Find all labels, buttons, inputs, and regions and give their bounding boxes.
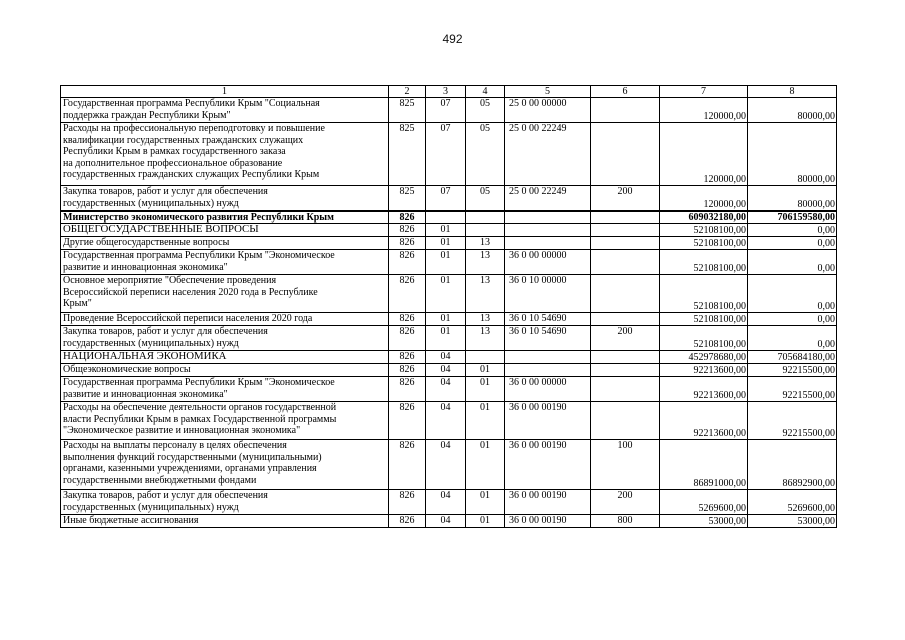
table-cell-1: Министерство экономического развития Республики Крым [61,211,389,224]
table-cell-5 [505,364,591,377]
table-cell-8: 80000,00 [748,98,837,123]
table-cell-2: 826 [389,275,426,313]
table-cell-1: Расходы на обеспечение деятельности органов государственной власти Республики Крым в рамках Государственной программы "Экономическое развитие и инновационная экономика" [61,402,389,440]
table-cell-2: 825 [389,186,426,211]
table-cell-6: 200 [591,186,660,211]
table-cell-8: 706159580,00 [748,211,837,224]
table-cell-7: 52108100,00 [660,313,748,326]
table-cell-8: 0,00 [748,326,837,351]
table-cell-1: Закупка товаров, работ и услуг для обеспечения государственных (муниципальных) нужд [61,490,389,515]
header-cell: 5 [505,86,591,98]
table-cell-5: 36 0 10 54690 [505,326,591,351]
table-cell-5: 36 0 00 00190 [505,402,591,440]
table-cell-1: Общеэкономические вопросы [61,364,389,377]
table-cell-4: 01 [466,490,505,515]
page-number: 492 [442,32,463,46]
table-cell-7: 86891000,00 [660,440,748,490]
table-cell-2: 826 [389,224,426,237]
table-cell-1: Закупка товаров, работ и услуг для обеспечения государственных (муниципальных) нужд [61,186,389,211]
table-row [61,377,837,402]
table-row [61,237,837,250]
header-cell: 2 [389,86,426,98]
table-row [61,211,837,224]
table-cell-1: НАЦИОНАЛЬНАЯ ЭКОНОМИКА [61,351,389,364]
table-cell-3: 07 [426,98,466,123]
table-cell-6 [591,237,660,250]
table-cell-4: 01 [466,515,505,528]
table-cell-6 [591,351,660,364]
table-cell-6: 200 [591,490,660,515]
table-cell-3: 04 [426,364,466,377]
table-cell-7: 52108100,00 [660,224,748,237]
table-cell-4: 05 [466,123,505,186]
table-cell-4: 05 [466,186,505,211]
table-cell-3: 07 [426,186,466,211]
table-cell-1: Основное мероприятие "Обеспечение проведения Всероссийской переписи населения 2020 года в Республике Крым" [61,275,389,313]
table-cell-7: 609032180,00 [660,211,748,224]
table-cell-5: 25 0 00 22249 [505,186,591,211]
table-cell-6 [591,275,660,313]
table-cell-3: 01 [426,237,466,250]
table-cell-5 [505,211,591,224]
table-cell-1: Проведение Всероссийской переписи населения 2020 года [61,313,389,326]
table-cell-8: 0,00 [748,275,837,313]
table-cell-2: 826 [389,440,426,490]
table-cell-4: 01 [466,402,505,440]
table-cell-2: 826 [389,250,426,275]
table-cell-7: 52108100,00 [660,237,748,250]
table-cell-7: 120000,00 [660,123,748,186]
table-cell-2: 826 [389,313,426,326]
table-cell-3: 01 [426,250,466,275]
table-cell-3: 04 [426,490,466,515]
table-row [61,490,837,515]
table-cell-8: 5269600,00 [748,490,837,515]
table-cell-3: 04 [426,440,466,490]
table-cell-2: 826 [389,326,426,351]
table-cell-1: Государственная программа Республики Крым "Социальная поддержка граждан Республики Крым" [61,98,389,123]
table-cell-4: 13 [466,275,505,313]
table-cell-3: 01 [426,326,466,351]
table-cell-5: 36 0 00 00190 [505,440,591,490]
table-cell-4: 01 [466,377,505,402]
table-cell-3: 04 [426,402,466,440]
budget-table-body [61,86,837,528]
table-cell-5: 36 0 10 00000 [505,275,591,313]
table-cell-8: 53000,00 [748,515,837,528]
table-cell-6 [591,224,660,237]
table-row [61,326,837,351]
table-cell-3: 04 [426,377,466,402]
table-cell-4: 13 [466,250,505,275]
table-cell-5: 36 0 00 00190 [505,515,591,528]
table-cell-6 [591,313,660,326]
table-cell-2: 826 [389,402,426,440]
table-cell-4: 01 [466,364,505,377]
table-cell-8: 86892900,00 [748,440,837,490]
table-cell-6 [591,98,660,123]
table-cell-7: 52108100,00 [660,326,748,351]
table-cell-4 [466,224,505,237]
table-cell-3: 04 [426,351,466,364]
header-cell: 8 [748,86,837,98]
table-cell-1: Расходы на выплаты персоналу в целях обеспечения выполнения функций государственными (муниципальными) органами, казенными учреждениями, органами управления государственными внебюджетными фондами [61,440,389,490]
table-cell-8: 80000,00 [748,186,837,211]
table-cell-3 [426,211,466,224]
header-cell: 7 [660,86,748,98]
table-cell-6 [591,123,660,186]
header-cell: 6 [591,86,660,98]
table-cell-8: 0,00 [748,250,837,275]
table-cell-4 [466,351,505,364]
table-cell-2: 826 [389,351,426,364]
table-cell-4: 13 [466,237,505,250]
table-cell-8: 80000,00 [748,123,837,186]
table-cell-6: 800 [591,515,660,528]
header-cell: 4 [466,86,505,98]
table-cell-1: Государственная программа Республики Крым "Экономическое развитие и инновационная экономика" [61,377,389,402]
table-cell-7: 452978680,00 [660,351,748,364]
table-row [61,515,837,528]
table-cell-8: 92215500,00 [748,364,837,377]
table-cell-5: 36 0 00 00000 [505,250,591,275]
table-cell-1: Другие общегосударственные вопросы [61,237,389,250]
table-row [61,98,837,123]
table-cell-2: 826 [389,364,426,377]
table-cell-3: 07 [426,123,466,186]
table-row [61,440,837,490]
table-cell-6: 100 [591,440,660,490]
table-row [61,364,837,377]
table-row [61,224,837,237]
table-cell-6 [591,250,660,275]
table-cell-7: 52108100,00 [660,275,748,313]
table-cell-8: 0,00 [748,313,837,326]
table-cell-8: 0,00 [748,237,837,250]
table-cell-1: Государственная программа Республики Крым "Экономическое развитие и инновационная экономика" [61,250,389,275]
table-cell-6 [591,377,660,402]
table-row [61,402,837,440]
table-cell-2: 826 [389,237,426,250]
table-cell-4 [466,211,505,224]
table-cell-5 [505,224,591,237]
table-cell-7: 120000,00 [660,98,748,123]
table-cell-1: Расходы на профессиональную переподготовку и повышение квалификации государственных гражданских служащих Республики Крым в рамках государственного заказа на дополнительное профессиональное образование государственных гражданских служащих Республики Крым [61,123,389,186]
table-cell-7: 92213600,00 [660,377,748,402]
table-cell-2: 826 [389,377,426,402]
table-cell-6 [591,364,660,377]
table-cell-2: 826 [389,515,426,528]
header-cell: 1 [61,86,389,98]
table-cell-3: 04 [426,515,466,528]
table-cell-8: 92215500,00 [748,402,837,440]
table-cell-4: 13 [466,313,505,326]
table-cell-2: 825 [389,98,426,123]
table-cell-8: 705684180,00 [748,351,837,364]
table-row [61,313,837,326]
table-cell-6 [591,211,660,224]
table-cell-1: ОБЩЕГОСУДАРСТВЕННЫЕ ВОПРОСЫ [61,224,389,237]
table-cell-2: 826 [389,211,426,224]
table-cell-7: 52108100,00 [660,250,748,275]
table-cell-3: 01 [426,313,466,326]
table-cell-7: 92213600,00 [660,402,748,440]
table-row [61,250,837,275]
table-cell-2: 826 [389,490,426,515]
table-cell-8: 92215500,00 [748,377,837,402]
table-row [61,123,837,186]
table-cell-3: 01 [426,224,466,237]
table-cell-7: 120000,00 [660,186,748,211]
table-cell-4: 01 [466,440,505,490]
table-cell-5: 36 0 10 54690 [505,313,591,326]
table-cell-5: 25 0 00 00000 [505,98,591,123]
header-cell: 3 [426,86,466,98]
table-cell-7: 92213600,00 [660,364,748,377]
budget-table [60,85,837,528]
table-row [61,186,837,211]
table-cell-7: 5269600,00 [660,490,748,515]
table-cell-6 [591,402,660,440]
table-cell-7: 53000,00 [660,515,748,528]
table-cell-2: 825 [389,123,426,186]
table-row [61,351,837,364]
table-row [61,275,837,313]
table-cell-5 [505,237,591,250]
table-cell-6: 200 [591,326,660,351]
table-cell-3: 01 [426,275,466,313]
table-cell-1: Иные бюджетные ассигнования [61,515,389,528]
table-cell-1: Закупка товаров, работ и услуг для обеспечения государственных (муниципальных) нужд [61,326,389,351]
table-cell-5 [505,351,591,364]
table-cell-5: 25 0 00 22249 [505,123,591,186]
table-cell-8: 0,00 [748,224,837,237]
table-cell-4: 05 [466,98,505,123]
table-cell-5: 36 0 00 00000 [505,377,591,402]
header-row [61,86,837,98]
table-cell-4: 13 [466,326,505,351]
table-cell-5: 36 0 00 00190 [505,490,591,515]
